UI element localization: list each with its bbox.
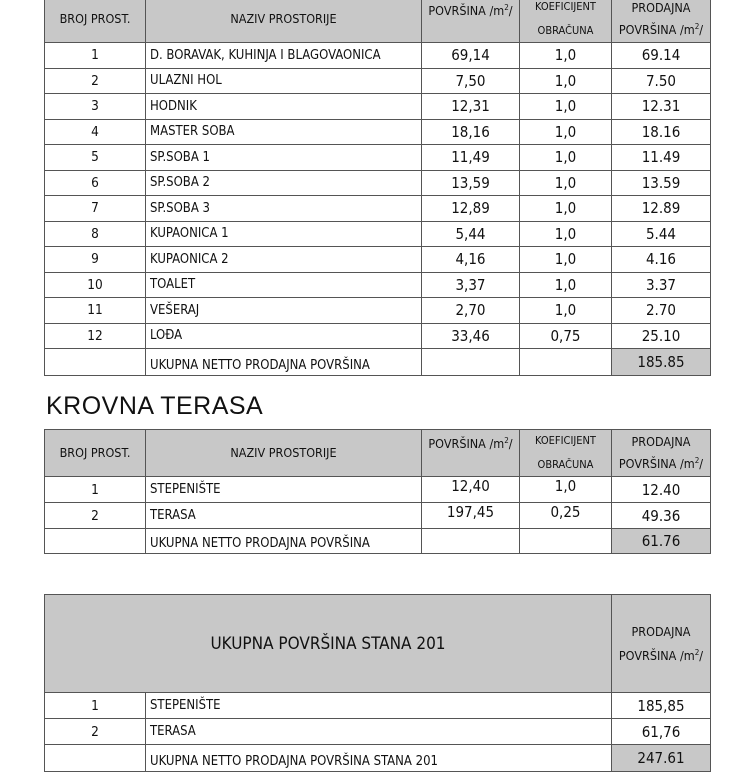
total-label: UKUPNA NETTO PRODAJNA POVRŠINA STANA 201 (146, 745, 612, 772)
cell-povrsina: 197,45 (422, 503, 520, 529)
cell-broj: 9 (45, 247, 146, 273)
cell-povrsina: 5,44 (422, 221, 520, 247)
cell-broj: 10 (45, 272, 146, 298)
header-broj: BROJ PROST. (45, 430, 146, 477)
table-row (45, 247, 711, 273)
table-header-row (45, 595, 711, 693)
cell-prod: 61,76 (612, 719, 711, 745)
total-row (45, 745, 711, 772)
apartment-total-title: UKUPNA POVRŠINA STANA 201 (45, 595, 612, 693)
cell-povrsina: 7,50 (422, 68, 520, 94)
cell-prod: 2.70 (612, 298, 711, 324)
cell-prod: 49.36 (612, 503, 711, 529)
cell-prod: 25.10 (612, 323, 711, 349)
table-row (45, 298, 711, 324)
cell-prod: 3.37 (612, 272, 711, 298)
cell-broj: 12 (45, 323, 146, 349)
cell-koef: 1,0 (520, 477, 612, 503)
cell-prod: 12.40 (612, 477, 711, 503)
cell-naziv: KUPAONICA 1 (146, 221, 422, 247)
rooms-table (44, 0, 711, 376)
total-row (45, 529, 711, 554)
cell-naziv: HODNIK (146, 94, 422, 120)
table-header-row (45, 0, 711, 43)
cell-povrsina: 4,16 (422, 247, 520, 273)
cell-koef: 1,0 (520, 43, 612, 69)
cell-broj: 2 (45, 68, 146, 94)
cell-povrsina: 69,14 (422, 43, 520, 69)
cell-povrsina: 11,49 (422, 145, 520, 171)
cell-naziv: ULAZNI HOL (146, 68, 422, 94)
cell-koef: 1,0 (520, 119, 612, 145)
header-koeficijent: KOEFICIJENT OBRAČUNA (520, 430, 612, 477)
header-povrsina: POVRŠINA $/m^2/$ (422, 430, 520, 477)
cell-povrsina: 12,31 (422, 94, 520, 120)
total-label: UKUPNA NETTO PRODAJNA POVRŠINA (146, 349, 422, 376)
header-broj: BROJ PROST. (45, 0, 146, 43)
header-povrsina: POVRŠINA $/m^2/$ (422, 0, 520, 43)
header-koeficijent: KOEFICIJENT OBRAČUNA (520, 0, 612, 43)
total-label: UKUPNA NETTO PRODAJNA POVRŠINA (146, 529, 422, 554)
cell-povrsina: 2,70 (422, 298, 520, 324)
cell-naziv: STEPENIŠTE (146, 693, 612, 719)
cell-naziv: KUPAONICA 2 (146, 247, 422, 273)
cell-koef: 1,0 (520, 68, 612, 94)
cell-povrsina: 3,37 (422, 272, 520, 298)
cell-prod: 18.16 (612, 119, 711, 145)
cell-koef: 1,0 (520, 221, 612, 247)
header-prodajna: PRODAJNA POVRŠINA $/m^2/$ (612, 595, 711, 693)
roof-terrace-table (44, 429, 711, 554)
header-naziv: NAZIV PROSTORIJE (146, 430, 422, 477)
cell-broj: 1 (45, 43, 146, 69)
cell-naziv: STEPENIŠTE (146, 477, 422, 503)
cell-naziv: SP.SOBA 2 (146, 170, 422, 196)
cell-broj: 6 (45, 170, 146, 196)
cell-prod: 5.44 (612, 221, 711, 247)
cell-koef: 1,0 (520, 298, 612, 324)
cell-naziv: TOALET (146, 272, 422, 298)
cell-broj: 3 (45, 94, 146, 120)
table-row (45, 119, 711, 145)
table-row (45, 503, 711, 529)
total-value: 185.85 (612, 349, 711, 376)
section-title: KROVNA TERASA (46, 392, 264, 420)
table-row (45, 719, 711, 745)
cell-naziv: SP.SOBA 3 (146, 196, 422, 222)
cell-prod: 11.49 (612, 145, 711, 171)
table-row (45, 477, 711, 503)
header-prodajna: PRODAJNA POVRŠINA $/m^2/$ (612, 0, 711, 43)
cell-prod: 12.89 (612, 196, 711, 222)
cell-prod: 7.50 (612, 68, 711, 94)
cell-broj: 2 (45, 719, 146, 745)
table-row (45, 43, 711, 69)
cell-broj: 8 (45, 221, 146, 247)
total-value: 61.76 (612, 529, 711, 554)
cell-naziv: TERASA (146, 719, 612, 745)
cell-naziv: SP.SOBA 1 (146, 145, 422, 171)
table-row (45, 693, 711, 719)
cell-koef: 0,75 (520, 323, 612, 349)
total-value: 247.61 (612, 745, 711, 772)
total-row (45, 349, 711, 376)
cell-broj: 1 (45, 477, 146, 503)
cell-koef: 1,0 (520, 196, 612, 222)
cell-naziv: TERASA (146, 503, 422, 529)
table-row (45, 221, 711, 247)
cell-broj: 2 (45, 503, 146, 529)
cell-broj: 11 (45, 298, 146, 324)
cell-naziv: MASTER SOBA (146, 119, 422, 145)
cell-naziv: D. BORAVAK, KUHINJA I BLAGOVAONICA (146, 43, 422, 69)
cell-koef: 1,0 (520, 272, 612, 298)
table-row (45, 323, 711, 349)
cell-prod: 185,85 (612, 693, 711, 719)
table-row (45, 196, 711, 222)
cell-koef: 1,0 (520, 170, 612, 196)
table-row (45, 170, 711, 196)
cell-povrsina: 33,46 (422, 323, 520, 349)
cell-prod: 12.31 (612, 94, 711, 120)
cell-broj: 1 (45, 693, 146, 719)
cell-koef: 0,25 (520, 503, 612, 529)
cell-povrsina: 18,16 (422, 119, 520, 145)
cell-naziv: LOĐA (146, 323, 422, 349)
table-row (45, 68, 711, 94)
cell-prod: 4.16 (612, 247, 711, 273)
table-row (45, 272, 711, 298)
cell-broj: 5 (45, 145, 146, 171)
table-header-row (45, 430, 711, 477)
cell-broj: 7 (45, 196, 146, 222)
cell-naziv: VEŠERAJ (146, 298, 422, 324)
cell-prod: 69.14 (612, 43, 711, 69)
table-row (45, 94, 711, 120)
table-row (45, 145, 711, 171)
header-naziv: NAZIV PROSTORIJE (146, 0, 422, 43)
cell-koef: 1,0 (520, 94, 612, 120)
cell-prod: 13.59 (612, 170, 711, 196)
cell-povrsina: 12,40 (422, 477, 520, 503)
cell-koef: 1,0 (520, 145, 612, 171)
cell-broj: 4 (45, 119, 146, 145)
cell-koef: 1,0 (520, 247, 612, 273)
cell-povrsina: 12,89 (422, 196, 520, 222)
header-prodajna: PRODAJNA POVRŠINA $/m^2/$ (612, 430, 711, 477)
apartment-total-table (44, 594, 711, 772)
cell-povrsina: 13,59 (422, 170, 520, 196)
